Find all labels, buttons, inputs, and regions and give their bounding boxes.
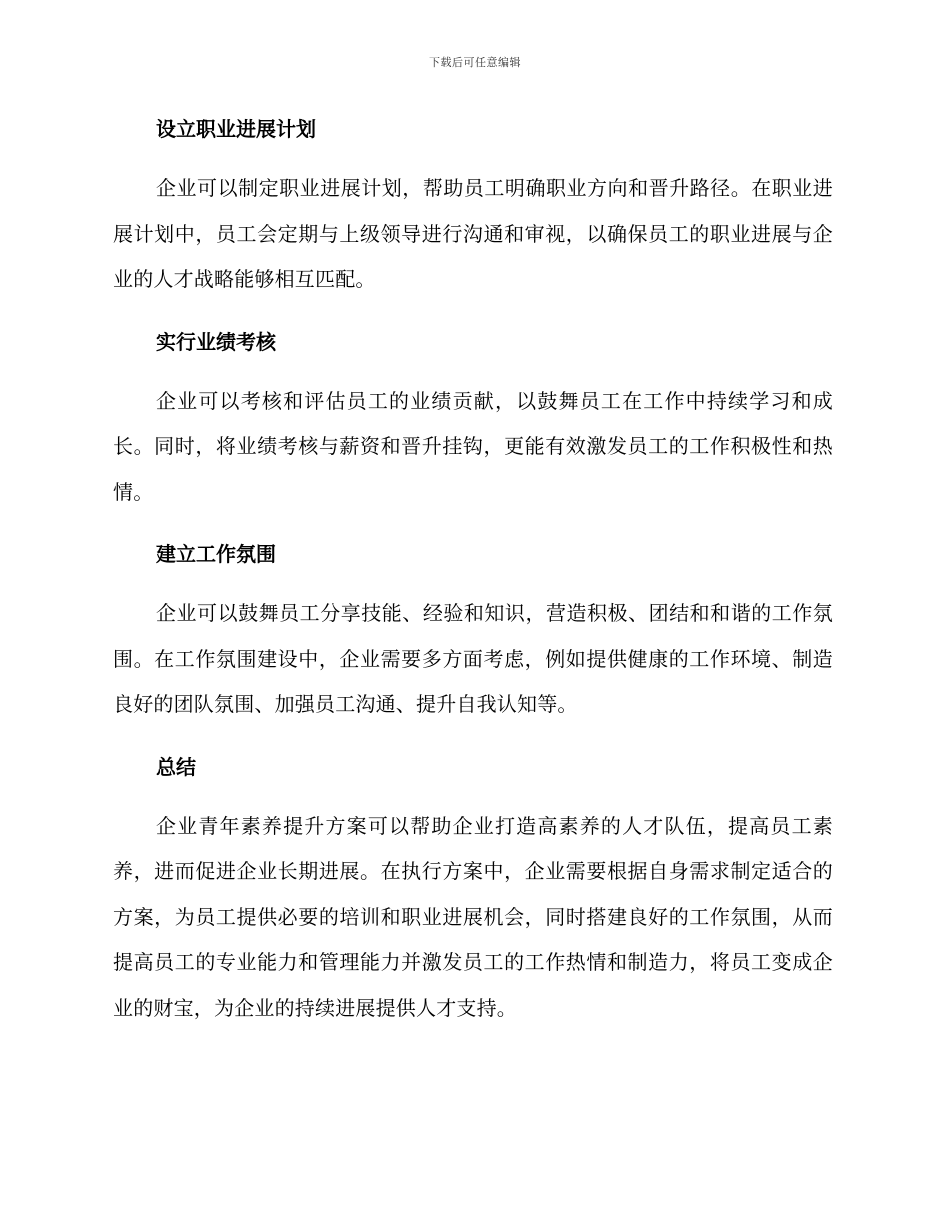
section-heading: 实行业绩考核 xyxy=(156,329,276,354)
section-career-plan xyxy=(113,110,833,303)
page-header: 下载后可任意编辑 xyxy=(429,56,521,69)
section-summary xyxy=(113,748,833,1032)
section-paragraph: 企业青年素养提升方案可以帮助企业打造高素养的人才队伍，提高员工素养，进而促进企业长期进展。在执行方案中，企业需要根据自身需求制定适合的方案，为员工提供必要的培训和职业进展机会，同时搭建良好的工作氛围，从而提高员工的专业能力和管理能力并激发员工的工作热情和制造力，将员工变成企业的财宝，为企业的持续进展提供人才支持。 xyxy=(113,813,833,1020)
section-work-atmosphere xyxy=(113,535,833,728)
section-paragraph: 企业可以考核和评估员工的业绩贡献，以鼓舞员工在工作中持续学习和成长。同时，将业绩考核与薪资和晋升挂钩，更能有效激发员工的工作积极性和热情。 xyxy=(113,388,833,504)
section-performance-review xyxy=(113,323,833,516)
section-heading: 建立工作氛围 xyxy=(156,542,276,566)
section-heading: 设立职业进展计划 xyxy=(156,117,316,141)
section-paragraph: 企业可以鼓舞员工分享技能、经验和知识，营造积极、团结和和谐的工作氛围。在工作氛围建设中，企业需要多方面考虑，例如提供健康的工作环境、制造良好的团队氛围、加强员工沟通、提升自我认知等。 xyxy=(113,601,833,716)
document-body xyxy=(113,110,833,1051)
section-paragraph: 企业可以制定职业进展计划，帮助员工明确职业方向和晋升路径。在职业进展计划中，员工会定期与上级领导进行沟通和审视，以确保员工的职业进展与企业的人才战略能够相互匹配。 xyxy=(113,176,833,291)
section-heading: 总结 xyxy=(156,754,196,779)
